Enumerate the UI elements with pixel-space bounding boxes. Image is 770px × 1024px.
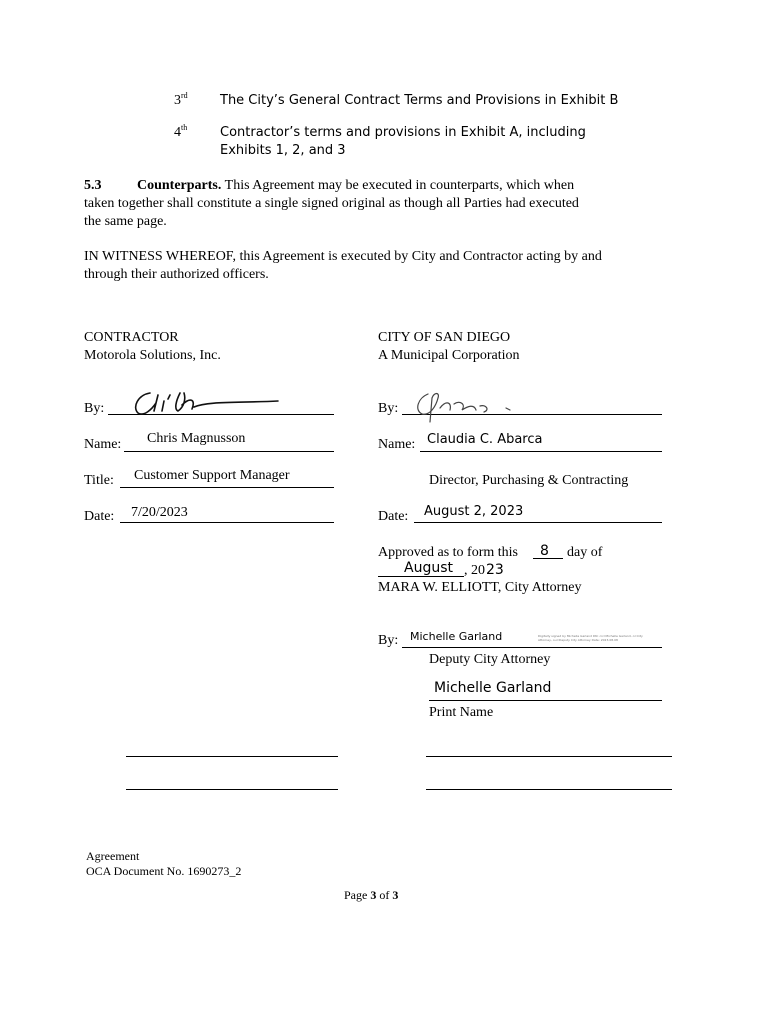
list-item-4-text-line1: Contractor’s terms and provisions in Exhibit A, including — [220, 125, 586, 140]
approval-month: August — [404, 560, 453, 576]
approval-digital-note: Digitally signed by Michelle Garland DN: cn=Michelle Garland, o=City Attorney, ou=Deputy City Attorney Date: 2023.08.08 — [538, 634, 643, 642]
witness-line1: IN WITNESS WHEREOF, this Agreement is executed by City and Contractor acting by and — [84, 249, 602, 264]
contractor-title-value: Customer Support Manager — [134, 468, 290, 483]
city-heading: CITY OF SAN DIEGO — [378, 330, 511, 345]
contractor-name-value: Chris Magnusson — [147, 431, 246, 446]
footer-page-prefix: Page — [344, 888, 368, 902]
section-text-line3: the same page. — [84, 214, 167, 229]
approval-year-prefix: , 20 — [464, 563, 485, 578]
city-name-line — [420, 451, 662, 452]
contractor-company: Motorola Solutions, Inc. — [84, 348, 221, 363]
contractor-name-line — [124, 451, 334, 452]
list-item-3-text: The City’s General Contract Terms and Provisions in Exhibit B — [220, 93, 619, 108]
city-by-label: By: — [378, 401, 399, 416]
contractor-date-value: 7/20/2023 — [131, 505, 188, 520]
section-text-line1: This Agreement may be executed in counterparts, which when — [224, 178, 575, 193]
approval-day: 8 — [540, 543, 549, 559]
city-date-label: Date: — [378, 509, 409, 524]
witness-line2: through their authorized officers. — [84, 267, 269, 282]
approval-year: 23 — [486, 562, 504, 578]
section-title: Counterparts. — [137, 178, 222, 193]
blank-line-left-1 — [126, 756, 338, 757]
city-signature — [410, 388, 540, 424]
city-title-value: Director, Purchasing & Contracting — [429, 473, 629, 488]
approval-attorney: MARA W. ELLIOTT, City Attorney — [378, 580, 582, 595]
contractor-title-label: Title: — [84, 473, 114, 488]
city-name-value: Claudia C. Abarca — [427, 432, 543, 447]
section-line1 — [137, 178, 574, 194]
blank-line-right-2 — [426, 789, 672, 790]
approval-signer: Michelle Garland — [410, 630, 503, 643]
contractor-by-label: By: — [84, 401, 105, 416]
approval-by-label: By: — [378, 633, 399, 648]
approval-by-line — [402, 647, 662, 648]
list-item-4-number: 4th — [174, 123, 188, 140]
footer-page-num: 3 — [370, 888, 377, 902]
contractor-heading: CONTRACTOR — [84, 330, 179, 345]
contractor-name-label: Name: — [84, 437, 122, 452]
city-date-value: August 2, 2023 — [424, 504, 524, 519]
blank-line-right-1 — [426, 756, 672, 757]
list-item-4-text-line2: Exhibits 1, 2, and 3 — [220, 143, 346, 158]
contractor-date-line — [120, 522, 334, 523]
section-number: 5.3 — [84, 178, 102, 193]
footer-page-of: of — [379, 888, 390, 902]
approval-prefix: Approved as to form this — [378, 545, 518, 560]
city-name-label: Name: — [378, 437, 416, 452]
section-text-line2: taken together shall constitute a single signed original as though all Parties had executed — [84, 196, 579, 211]
footer-doc-number: OCA Document No. 1690273_2 — [86, 864, 242, 878]
city-date-line — [414, 522, 662, 523]
approval-month-line — [378, 576, 464, 577]
contractor-date-label: Date: — [84, 509, 115, 524]
approval-signer-title: Deputy City Attorney — [429, 652, 551, 667]
print-name-value: Michelle Garland — [434, 680, 552, 696]
footer-page — [344, 888, 398, 903]
list-item-3-number: 3rd — [174, 91, 188, 108]
print-name-label: Print Name — [429, 705, 494, 720]
contractor-title-line — [120, 487, 334, 488]
footer-page-total: 3 — [392, 888, 399, 902]
city-subheading: A Municipal Corporation — [378, 348, 520, 363]
approval-suffix: day of — [567, 545, 603, 560]
print-name-line — [429, 700, 662, 701]
contractor-signature — [128, 387, 288, 419]
footer-agreement: Agreement — [86, 849, 140, 863]
blank-line-left-2 — [126, 789, 338, 790]
